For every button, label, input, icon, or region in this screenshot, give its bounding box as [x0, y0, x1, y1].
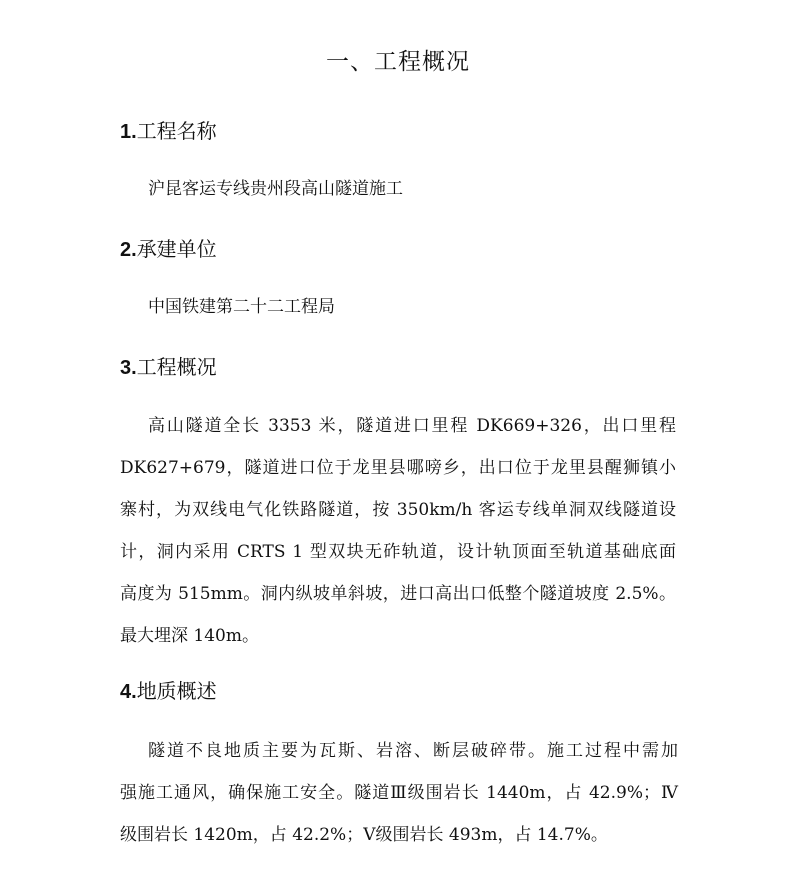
paragraph-line: 高度为 515mm。洞内纵坡单斜坡，进口高出口低整个隧道坡度 2.5%。	[120, 584, 676, 604]
section-title: 地质概述	[136, 679, 217, 703]
section-title: 工程名称	[136, 119, 217, 143]
paragraph-line: 级围岩长 1420m，占 42.2%；Ⅴ级围岩长 493m，占 14.7%。	[120, 825, 608, 845]
section-body-overview	[120, 405, 676, 657]
section-heading-geology	[120, 676, 217, 707]
section-number: 2.	[120, 239, 137, 261]
paragraph-line: 计，洞内采用 CRTS 1 型双块无砟轨道，设计轨顶面至轨道基础底面	[120, 542, 676, 562]
section-heading-project-name	[120, 116, 217, 147]
section-title: 工程概况	[136, 355, 217, 379]
section-heading-contractor	[120, 234, 217, 265]
paragraph-line: 高山隧道全长 3353 米，隧道进口里程 DK669+326，出口里程	[148, 416, 676, 436]
paragraph-line: 中国铁建第二十二工程局	[148, 297, 335, 317]
section-heading-overview	[120, 352, 217, 383]
section-title: 承建单位	[136, 237, 217, 261]
section-number: 3.	[120, 357, 137, 379]
paragraph-line: DK627+679，隧道进口位于龙里县哪嗙乡，出口位于龙里县醒狮镇小	[120, 458, 676, 478]
section-body-project-name	[120, 168, 680, 210]
document-title: 一、工程概况	[326, 49, 470, 75]
paragraph-line: 隧道不良地质主要为瓦斯、岩溶、断层破碎带。施工过程中需加	[148, 741, 678, 761]
paragraph-line: 沪昆客运专线贵州段高山隧道施工	[148, 179, 403, 199]
paragraph-line: 最大埋深 140m。	[120, 626, 259, 646]
section-number: 1.	[120, 121, 137, 143]
section-number: 4.	[120, 681, 137, 703]
paragraph-line: 寨村，为双线电气化铁路隧道，按 350km/h 客运专线单洞双线隧道设	[120, 500, 676, 520]
section-body-geology	[120, 730, 678, 856]
paragraph-line: 强施工通风，确保施工安全。隧道Ⅲ级围岩长 1440m，占 42.9%；Ⅳ	[120, 783, 678, 803]
section-body-contractor	[120, 286, 680, 328]
